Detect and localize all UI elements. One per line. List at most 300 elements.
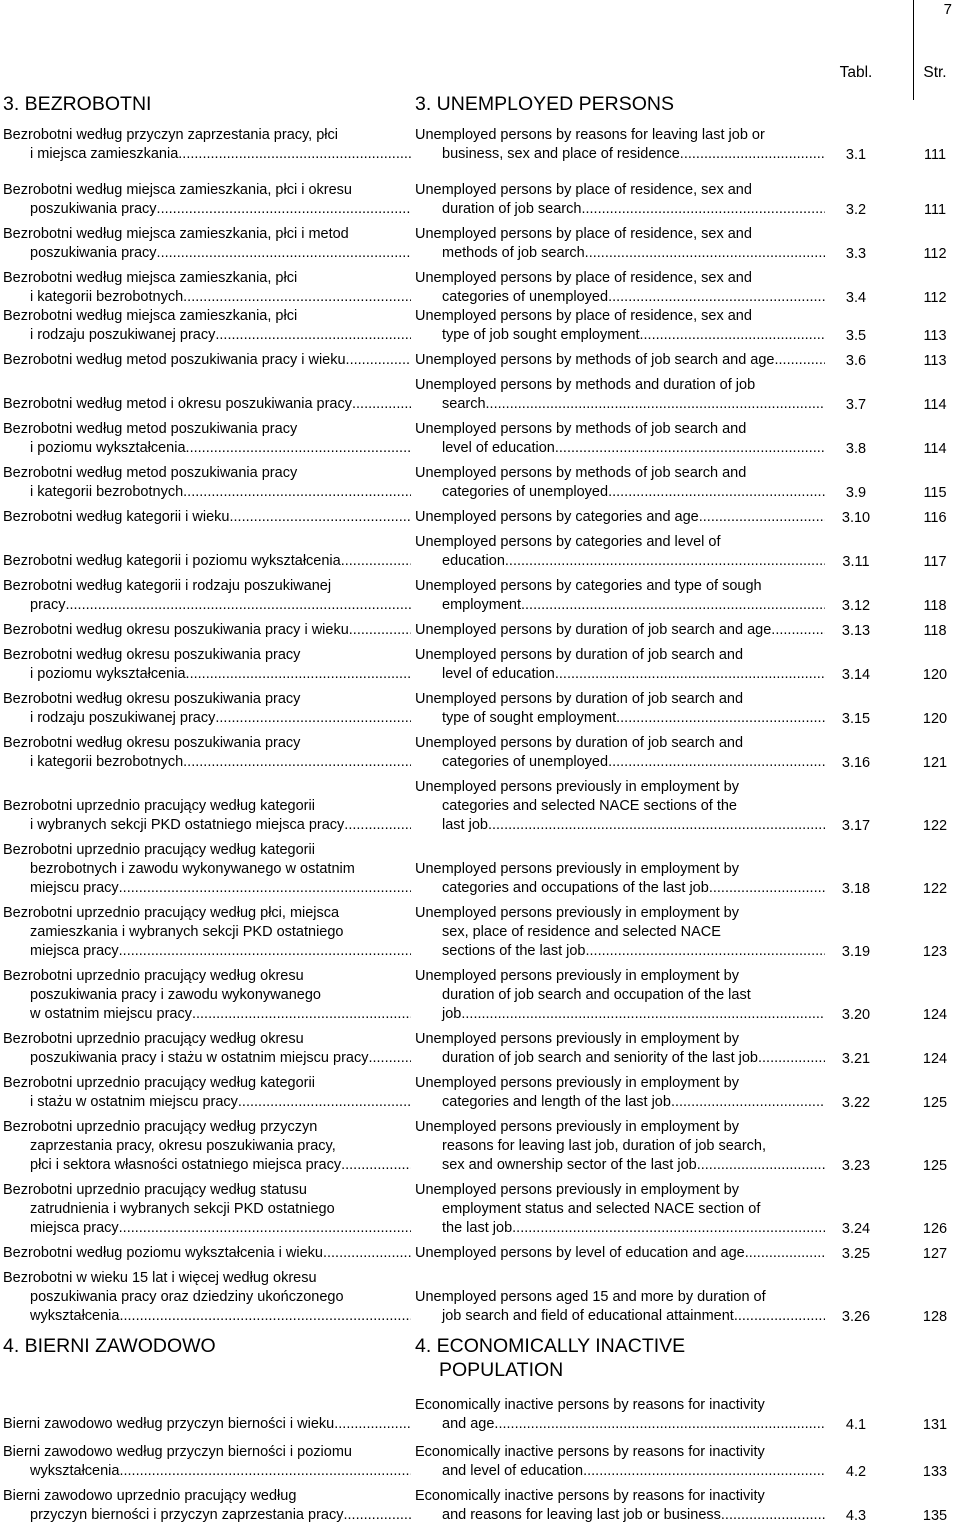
table-number: 4.2 [845,1464,867,1480]
entry-line-text: Economically inactive persons by reasons for inactivity [415,1397,765,1413]
leader-dots [119,942,411,961]
toc-entry[interactable] [0,1396,960,1434]
entry-title-pl [3,533,411,571]
entry-title-en [415,1443,825,1481]
toc-entry[interactable] [0,533,960,571]
entry-line [3,734,411,753]
entry-line [415,464,825,483]
entry-line [3,483,411,502]
entry-line [3,841,411,860]
entry-line-text: zatrudnienia i wybranych sekcji PKD ostatniego [30,1201,335,1217]
entry-line [415,533,825,552]
entry-line-text: Unemployed persons by methods and duration of job [415,377,756,393]
entry-line [415,1181,825,1200]
entry-line [415,395,825,414]
toc-entry[interactable] [0,690,960,728]
toc-entry[interactable] [0,841,960,898]
leader-dots [745,1244,825,1263]
entry-line [3,942,411,961]
page-ref: 124 [922,1051,948,1067]
entry-line-text: Bezrobotni według okresu poszukiwania pracy [3,647,301,663]
table-number: 3.26 [841,1309,871,1325]
entry-title-pl [3,841,411,898]
entry-line [3,646,411,665]
entry-line [415,797,825,816]
entry-title-pl [3,967,411,1024]
entry-title-en [415,1396,825,1434]
entry-line [3,181,411,200]
entry-line-text: type of sought employment [442,710,617,726]
entry-line [3,1093,411,1112]
entry-line-text: poszukiwania pracy [30,201,157,217]
entry-line [415,967,825,986]
table-number: 3.14 [841,667,871,683]
entry-title-pl [3,307,411,345]
entry-title-en [415,351,825,370]
entry-line-text: Unemployed persons aged 15 and more by duration of [415,1289,766,1305]
entry-line [3,225,411,244]
entry-line-text: Bezrobotni uprzednio pracujący według okresu [3,968,304,984]
entry-title-en [415,1244,825,1263]
entry-line-text: Bezrobotni według metod i okresu poszukiwania pracy [3,396,352,412]
leader-dots [608,483,825,502]
entry-line [3,1307,411,1326]
entry-line-text: bezrobotnych i zawodu wykonywanego w ostatnim [30,861,355,877]
entry-line [3,269,411,288]
table-number: 3.19 [841,944,871,960]
entry-line [3,1030,411,1049]
toc-entry[interactable] [0,1118,960,1175]
entry-line-text: w ostatnim miejscu pracy [30,1006,192,1022]
entry-line [3,709,411,728]
toc-entry[interactable] [0,307,960,345]
entry-line [415,1074,825,1093]
entry-line-text: Unemployed persons by categories and age [415,509,699,525]
leader-dots [494,1415,825,1434]
entry-title-en [415,646,825,684]
leader-dots [680,145,825,164]
entry-line-text: poszukiwania pracy i zawodu wykonywanego [30,987,321,1003]
table-number: 3.5 [845,328,867,344]
leader-dots [488,816,825,835]
entry-line-text: Bezrobotni uprzednio pracujący według kategorii [3,1075,315,1091]
toc-entry[interactable] [0,1487,960,1525]
entry-line-text: duration of job search and seniority of the last job [442,1050,758,1066]
entry-line-text: sex and ownership sector of the last job [442,1157,697,1173]
toc-entry[interactable] [0,1074,960,1112]
toc-entry[interactable] [0,967,960,1024]
page-ref: 125 [922,1158,948,1174]
entry-title-pl [3,778,411,835]
table-number: 3.11 [842,554,870,570]
page-ref: 122 [922,818,948,834]
entry-line-text: zaprzestania pracy, okresu poszukiwania pracy, [30,1138,336,1154]
entry-line-text: duration of job search and occupation of the last [442,987,751,1003]
entry-line [415,420,825,439]
entry-line-text: Unemployed persons by place of residence, sex and [415,270,752,286]
leader-dots [119,1219,411,1238]
entry-line-text: level of education [442,440,555,456]
entry-line-text: i stażu w ostatnim miejscu pracy [30,1094,238,1110]
leader-dots [775,351,826,370]
entry-line-text: wykształcenia [30,1463,120,1479]
table-number: 3.2 [845,202,867,218]
entry-line [415,200,825,219]
entry-line [3,508,411,527]
entry-line [415,439,825,458]
entry-line-text: job search and field of educational attainment [442,1308,734,1324]
page-number: 7 [943,1,952,18]
page-ref: 120 [922,711,948,727]
entry-title-pl [3,181,411,219]
entry-title-en [415,307,825,345]
toc-entry[interactable] [0,1443,960,1481]
table-number: 4.1 [845,1417,867,1433]
leader-dots [215,709,411,728]
page-ref: 126 [922,1221,948,1237]
entry-line-text: Economically inactive persons by reasons for inactivity [415,1488,765,1504]
entry-line-text: Unemployed persons by duration of job search and age [415,622,772,638]
table-number: 3.16 [841,755,871,771]
entry-title-en [415,269,825,307]
entry-line [3,1049,411,1068]
entry-title-pl [3,1074,411,1112]
leader-dots [583,1462,825,1481]
entry-line-text: płci i sektora własności ostatniego miejsca pracy [30,1157,342,1173]
page-ref: 114 [923,397,947,413]
entry-line [415,181,825,200]
entry-line-text: wykształcenia [30,1308,120,1324]
entry-line-text: Bezrobotni według przyczyn zaprzestania pracy, płci [3,127,339,143]
entry-line-text: Bezrobotni uprzednio pracujący według okresu [3,1031,304,1047]
entry-line-text: Bezrobotni według okresu poszukiwania pracy [3,735,301,751]
table-number: 3.7 [845,397,867,413]
entry-title-pl [3,420,411,458]
entry-title-en [415,1030,825,1068]
leader-dots [119,1462,411,1481]
table-number: 3.6 [845,353,867,369]
page-ref: 111 [923,202,947,218]
entry-line [3,923,411,942]
entry-line [3,816,411,835]
entry-line-text: Bezrobotni uprzednio pracujący według statusu [3,1182,307,1198]
entry-line [415,1156,825,1175]
toc-entry[interactable] [0,351,960,370]
entry-line [415,1487,825,1506]
page-ref: 115 [923,485,947,501]
entry-title-pl [3,126,411,164]
page-ref: 124 [922,1007,948,1023]
toc-entry[interactable] [0,904,960,961]
leader-dots [183,483,411,502]
entry-line [3,1269,411,1288]
toc-entry[interactable] [0,1269,960,1326]
table-number: 3.17 [841,818,871,834]
page-ref: 113 [923,353,947,369]
entry-line [415,288,825,307]
section-title-en: 4. ECONOMICALLY INACTIVE [415,1335,686,1357]
column-rule [913,0,914,100]
table-number: 4.3 [845,1508,867,1524]
entry-line [3,145,411,164]
leader-dots [192,1005,411,1024]
entry-line-text: reasons for leaving last job, duration of job search, [442,1138,767,1154]
entry-title-en [415,621,825,640]
toc-entry[interactable] [0,1244,960,1263]
page-ref: 131 [922,1417,948,1433]
entry-line [415,753,825,772]
entry-line-text: Unemployed persons by level of education and age [415,1245,745,1261]
entry-line [415,483,825,502]
entry-line [415,326,825,345]
page-ref: 122 [922,881,948,897]
entry-line-text: categories of unemployed [442,289,609,305]
page-ref: 117 [923,554,947,570]
leader-dots [699,508,825,527]
entry-title-en [415,778,825,835]
toc-entry[interactable] [0,269,960,307]
page-ref: 123 [922,944,948,960]
entry-line [3,1415,411,1434]
entry-line [415,1462,825,1481]
entry-title-en [415,1118,825,1175]
entry-line-text: Unemployed persons by categories and type of sough [415,578,762,594]
entry-line-text: categories and selected NACE sections of the [442,798,737,814]
entry-line [3,420,411,439]
entry-line-text: Bezrobotni uprzednio pracujący według płci, miejsca [3,905,340,921]
entry-line-text: Bezrobotni według miejsca zamieszkania, płci [3,308,298,324]
leader-dots [521,596,825,615]
toc-entry[interactable] [0,577,960,615]
entry-line [3,288,411,307]
entry-line-text: poszukiwania pracy [30,245,157,261]
entry-title-en [415,904,825,961]
entry-line-text: Bezrobotni według poziomu wykształcenia i wieku [3,1245,323,1261]
entry-line-text: search [442,396,486,412]
entry-line [3,200,411,219]
header-str: Str. [923,64,947,81]
entry-line [3,665,411,684]
leader-dots [186,439,411,458]
entry-title-pl [3,269,411,307]
entry-line-text: i poziomu wykształcenia [30,440,186,456]
toc-entry[interactable] [0,376,960,414]
entry-line [3,244,411,263]
entry-line [3,967,411,986]
entry-line-text: i poziomu wykształcenia [30,666,186,682]
page-ref: 118 [923,623,947,639]
entry-line-text: Bezrobotni według okresu poszukiwania pracy i wieku [3,622,349,638]
section-title-pl: 4. BIERNI ZAWODOWO [3,1335,216,1357]
toc-entry[interactable] [0,778,960,835]
entry-line [415,621,825,640]
entry-line-text: categories of unemployed [442,484,609,500]
entry-line-text: Unemployed persons previously in employment by [415,1031,739,1047]
toc-entry[interactable] [0,420,960,458]
entry-line-text: Bezrobotni według miejsca zamieszkania, płci i okresu [3,182,352,198]
page-ref: 121 [922,755,948,771]
entry-line [415,1030,825,1049]
entry-title-en [415,967,825,1024]
leader-dots [157,244,411,263]
entry-line-text: Unemployed persons by place of residence, sex and [415,182,752,198]
entry-line [415,552,825,571]
entry-line [3,1288,411,1307]
entry-line [415,126,825,145]
entry-title-pl [3,225,411,263]
entry-title-pl [3,577,411,615]
entry-line-text: i kategorii bezrobotnych [30,754,184,770]
toc-entry[interactable] [0,508,960,527]
leader-dots [505,552,825,571]
leader-dots [119,1307,411,1326]
leader-dots [734,1307,825,1326]
entry-line-text: Bezrobotni według miejsca zamieszkania, płci i metod [3,226,349,242]
entry-title-en [415,1074,825,1112]
section-title-pl: 3. BEZROBOTNI [3,93,152,115]
entry-line-text: categories and length of the last job [442,1094,671,1110]
page-ref: 133 [922,1464,948,1480]
entry-line [3,1443,411,1462]
entry-title-en [415,1487,825,1525]
entry-line-text: miejsca pracy [30,1220,119,1236]
entry-line [3,1244,411,1263]
leader-dots [486,395,825,414]
leader-dots [709,879,825,898]
toc-entry[interactable] [0,225,960,263]
entry-line-text: i rodzaju poszukiwanej pracy [30,710,216,726]
entry-line-text: last job [442,817,488,833]
leader-dots [555,665,825,684]
toc-entry[interactable] [0,1181,960,1238]
entry-line-text: business, sex and place of residence [442,146,680,162]
entry-title-en [415,464,825,502]
entry-line-text: Unemployed persons previously in employment by [415,905,739,921]
toc-entry[interactable] [0,1030,960,1068]
entry-line-text: i rodzaju poszukiwanej pracy [30,327,216,343]
entry-line [3,1118,411,1137]
page-ref: 116 [923,510,947,526]
entry-line-text: Bezrobotni uprzednio pracujący według kategorii [3,798,315,814]
entry-line [3,326,411,345]
table-number: 3.3 [845,246,867,262]
entry-line-text: Unemployed persons by categories and level of [415,534,721,550]
entry-title-en [415,734,825,772]
table-number: 3.25 [841,1246,871,1262]
table-number: 3.22 [841,1095,871,1111]
entry-line-text: Unemployed persons by reasons for leaving last job or [415,127,765,143]
entry-line-text: education [442,553,505,569]
entry-line [415,508,825,527]
leader-dots [183,288,411,307]
page-ref: 125 [922,1095,948,1111]
table-number: 3.23 [841,1158,871,1174]
entry-line-text: Bezrobotni według metod poszukiwania pracy i wieku [3,352,346,368]
toc-entry[interactable] [0,181,960,219]
entry-line-text: and level of education [442,1463,584,1479]
table-number: 3.8 [845,441,867,457]
leader-dots [119,879,411,898]
entry-line [415,1244,825,1263]
entry-line-text: Unemployed persons previously in employment by [415,779,739,795]
entry-title-en [415,690,825,728]
entry-title-pl [3,508,411,527]
entry-title-pl [3,734,411,772]
leader-dots [323,1244,411,1263]
entry-line [3,307,411,326]
leader-dots [616,709,825,728]
entry-line [415,709,825,728]
entry-line-text: Unemployed persons by place of residence, sex and [415,226,752,242]
entry-title-pl [3,904,411,961]
entry-line [415,577,825,596]
entry-line [3,986,411,1005]
entry-line-text: zamieszkania i wybranych sekcji PKD ostatniego [30,924,344,940]
entry-line [3,1462,411,1481]
section-title-en: 3. UNEMPLOYED PERSONS [415,93,674,115]
entry-title-en [415,533,825,571]
entry-line-text: Bierni zawodowo według przyczyn bierności i wieku [3,1416,335,1432]
entry-line [3,1506,411,1525]
entry-line [415,1443,825,1462]
leader-dots [157,200,411,219]
entry-line-text: Unemployed persons previously in employment by [415,861,739,877]
entry-line-text: Bezrobotni według metod poszukiwania pracy [3,421,298,437]
toc-entry[interactable] [0,646,960,684]
page-ref: 120 [922,667,948,683]
entry-line-text: przyczyn bierności i przyczyn zaprzestania pracy [30,1507,344,1523]
table-number: 3.10 [841,510,871,526]
entry-line [415,860,825,879]
entry-line-text: the last job [442,1220,513,1236]
entry-title-pl [3,621,411,640]
table-number: 3.13 [841,623,871,639]
entry-line-text: Unemployed persons by methods of job search and age [415,352,775,368]
entry-line [3,1181,411,1200]
entry-line-text: job [442,1006,462,1022]
toc-entry[interactable] [0,126,960,164]
leader-dots [758,1049,825,1068]
entry-title-pl [3,1030,411,1068]
entry-line [3,464,411,483]
entry-line-text: employment [442,597,521,613]
entry-line-text: Unemployed persons previously in employment by [415,968,739,984]
entry-line [415,734,825,753]
leader-dots [585,942,825,961]
entry-line [415,690,825,709]
leader-dots [238,1093,411,1112]
leader-dots [178,145,411,164]
entry-line [415,225,825,244]
entry-line [415,145,825,164]
entry-line-text: Bezrobotni według kategorii i rodzaju poszukiwanej [3,578,332,594]
entry-line [3,797,411,816]
entry-line-text: categories of unemployed [442,754,609,770]
toc-entry[interactable] [0,464,960,502]
entry-line-text: i wybranych sekcji PKD ostatniego miejsca pracy [30,817,345,833]
leader-dots [555,439,825,458]
entry-line [3,1137,411,1156]
leader-dots [368,1049,411,1068]
entry-line-text: Unemployed persons by duration of job search and [415,691,744,707]
toc-entry[interactable] [0,734,960,772]
toc-entry[interactable] [0,621,960,640]
entry-line [415,1200,825,1219]
entry-line [3,904,411,923]
entry-line [415,1093,825,1112]
entry-line-text: type of job sought employment [442,327,640,343]
page-ref: 127 [922,1246,948,1262]
